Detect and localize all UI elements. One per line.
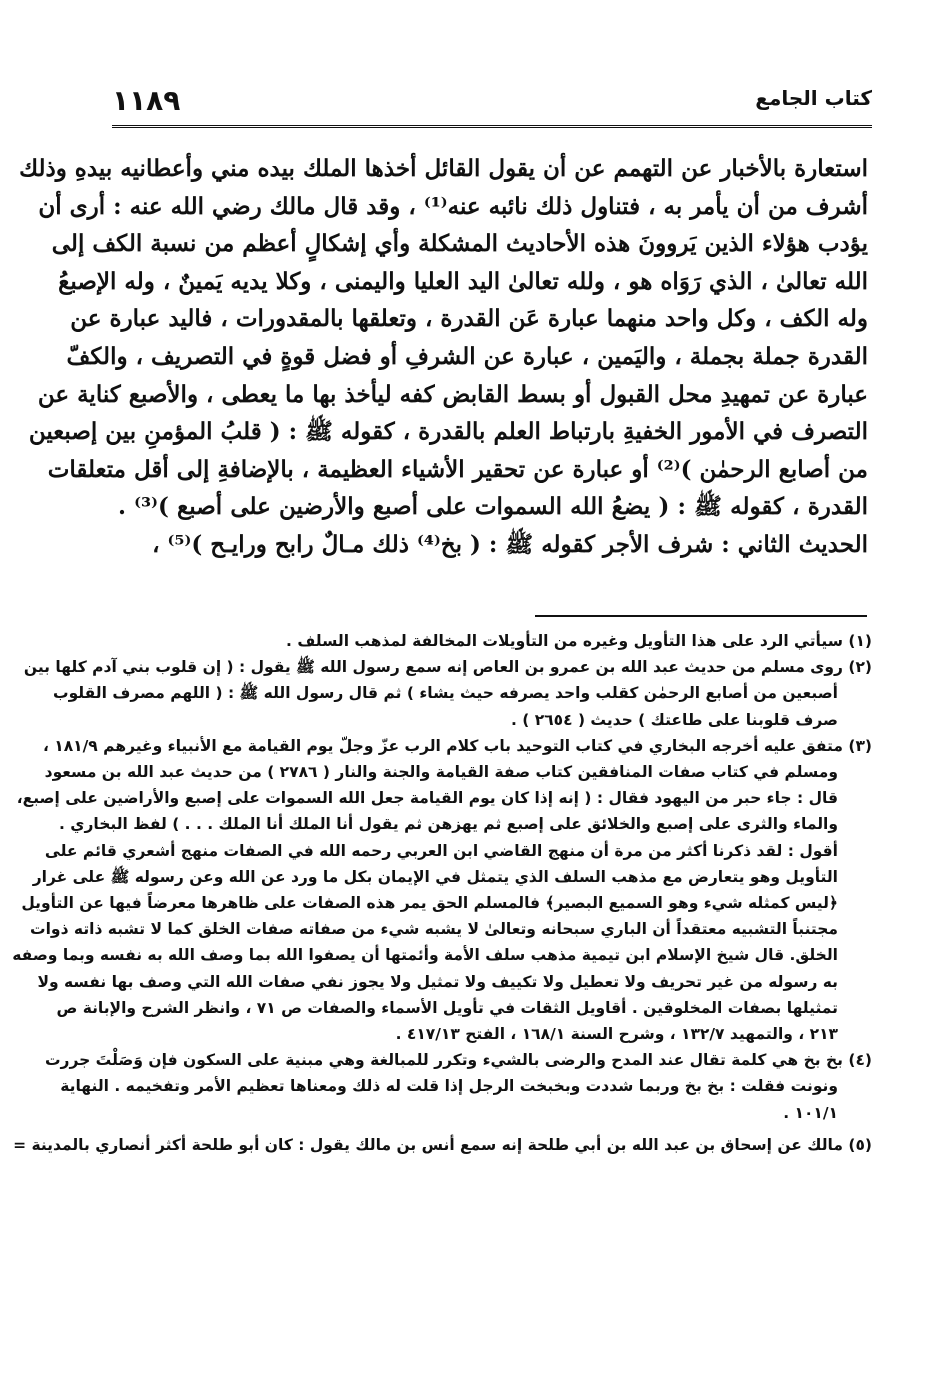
footnote-3-cont: الخلق. قال شيخ الإسلام ابن تيمية مذهب سلف الأمة وأئمتها أن يصفوا الله بما وصف الله به نفسه وبما وصفه (12, 946, 838, 965)
footnote-1: (١) سيأتي الرد على هذا التأويل وغيره من التأويلات المخالفة لمذهب السلف . (286, 632, 872, 650)
main-line: القدرة ، كقوله ﷺ : ( يضعُ الله السموات على أصبع والأرضين على أصبع )⁽³⁾ . (118, 493, 868, 521)
footnote-2-cont: أصبعين من أصابع الرحمٰن كقلب واحد يصرفه حيث يشاء ) ثم قال رسول الله ﷺ : ( اللهم مصرف القلوب (53, 684, 838, 703)
footnote-5: (٥) مالك عن إسحاق بن عبد الله بن أبي طلحة إنه سمع أنس بن مالك يقول : كان أبو طلحة أكثر أنصاري بالمدينة = (13, 1135, 872, 1154)
book-title: كتاب الجامع (755, 86, 872, 110)
page-number: ١١٨٩ (112, 84, 181, 117)
main-line: التصرف في الأمور الخفيةِ بارتباط العلم بالقدرة ، كقوله ﷺ : ( قلبُ المؤمنِ بين إصبعين (28, 418, 868, 446)
footnote-3-cont: ومسلم في كتاب صفات المنافقين كتاب صفة القيامة والجنة والنار ( ٢٧٨٦ ) من حديث عبد الله بن مسعود (44, 763, 838, 782)
footnote-3-cont: قال : جاء حبر من اليهود فقال : ( إنه إذا كان يوم القيامة جعل الله السموات على إصبع والأراضين على إصبع، (16, 789, 838, 808)
footnote-4-cont: ونونت فقلت : بخ بخ وربما شددت وبخبخت الرجل إذا قلت له ذلك ومعناها تعظيم الأمر وتفخيمه . النهاية (60, 1077, 838, 1096)
main-line: عبارة عن تمهيدِ محل القبول أو بسط القابض كفه ليأخذ بها ما يعطى ، والأصبع كناية عن (37, 380, 868, 408)
main-line: من أصابع الرحمٰن )⁽²⁾ أو عبارة عن تحقير الأشياء العظيمة ، بالإضافةِ إلى أقل متعلقات (47, 455, 868, 483)
main-line: وله الكف ، وكل واحد منهما عبارة عَن القدرة ، وتعلقها بالمقدورات ، فاليد عبارة عن (70, 305, 868, 333)
main-text (19, 150, 868, 564)
main-line: الله تعالىٰ ، الذي رَوَاه هو ، ولله تعالىٰ اليد العليا واليمنى ، وكلا يديه يَمينٌ ، وله الإصبعُ (58, 267, 868, 295)
footnote-2: (٢) روى مسلم من حديث عبد الله بن عمرو بن العاص إنه سمع رسول الله ﷺ يقول : ( إن قلوب بني آدم كلها بين (23, 658, 872, 677)
header-divider (112, 125, 872, 128)
footnote-3-cont: أقول : لقد ذكرنا أكثر من مرة أن منهج القاضي ابن العربي رحمه الله في الصفات منهج أشعري قائم على (44, 841, 838, 860)
footnote-3-cont: ٢١٣ ، والتمهيد ١٣٢/٧ ، وشرح السنة ١٦٨/١ ، الفتح ٤١٧/١٣ . (395, 1025, 838, 1044)
footnote-2-cont: صرف قلوبنا على طاعتك ) حديث ( ٢٦٥٤ ) . (510, 710, 838, 729)
main-line: القدرة جملة بجملة ، واليَمين ، عبارة عن الشرفِ أو فضل قوةٍ في التصريف ، والكفّ (66, 342, 868, 370)
footnote-3-cont: ﴿ليس كمثله شيء وهو السميع البصير﴾ فالمسلم الحق يمر هذه الصفات على ظاهرها معرضاً فيها عن التأويل (21, 894, 838, 913)
footnote-divider (535, 615, 867, 617)
main-line: أشرف من أن يأمر به ، فتناول ذلك نائبه عنه⁽¹⁾ ، وقد قال مالك رضي الله عنه : أرى أن (38, 192, 868, 220)
footnote-4-cont: ١٠١/١ . (783, 1103, 838, 1122)
page-header (112, 78, 872, 128)
footnotes (12, 628, 872, 1158)
main-line-hadith-two: الحديث الثاني : شرف الأجر كقوله ﷺ : ( بخ⁽⁴⁾ ذلك مـالٌ رابح ورايـح )⁽⁵⁾ ، (152, 530, 868, 558)
footnote-3-cont: مجتنباً التشبيه معتقداً أن الباري سبحانه وتعالىٰ لا يشبه شيء من صفاته صفات الخلق كما لا تشبه ذاته ذوات (30, 920, 838, 939)
main-line: يؤدب هؤلاء الذين يَروونَ هذه الأحاديث المشكلة وأي إشكالٍ أعظم من نسبة الكف إلى (51, 230, 868, 258)
footnote-4: (٤) بخ بخ هي كلمة تقال عند المدح والرضى بالشيء وتكرر للمبالغة وهي مبنية على السكون فإن وَصَلْتَ جررت (44, 1051, 872, 1070)
main-line: استعارة بالأخبار عن التهمم عن أن يقول القائل أخذها الملك بيده مني وأعطانيه بيدهِ وذلك (19, 155, 868, 182)
footnote-3-cont: التأويل وهو يتعارض مع مذهب السلف الذي يتمثل في الإيمان بكل ما ورد عن الله وعن رسوله ﷺ على غرار (32, 867, 838, 886)
footnote-3-cont: به رسوله من غير تحريف ولا تعطيل ولا تكييف ولا تمثيل ولا يجوز نفي صفات الله التي وصف بها نفسه ولا (37, 972, 838, 991)
footnote-3-cont: والماء والثرى على إصبع والخلائق على إصبع ثم يهزهن ثم يقول أنا الملك أنا الملك . . . ) لفظ البخاري . (58, 815, 838, 834)
footnote-3: (٣) متفق عليه أخرجه البخاري في كتاب التوحيد باب كلام الرب عزّ وجلّ يوم القيامة مع الأنبياء وغيرهم ١٨١/٩ ، (42, 736, 872, 755)
footnote-3-cont: تمثيلها بصفات المخلوقين . أقاويل الثقات في تأويل الأسماء والصفات ص ٧١ ، وانظر الشرح والإبانة ص (56, 998, 838, 1017)
